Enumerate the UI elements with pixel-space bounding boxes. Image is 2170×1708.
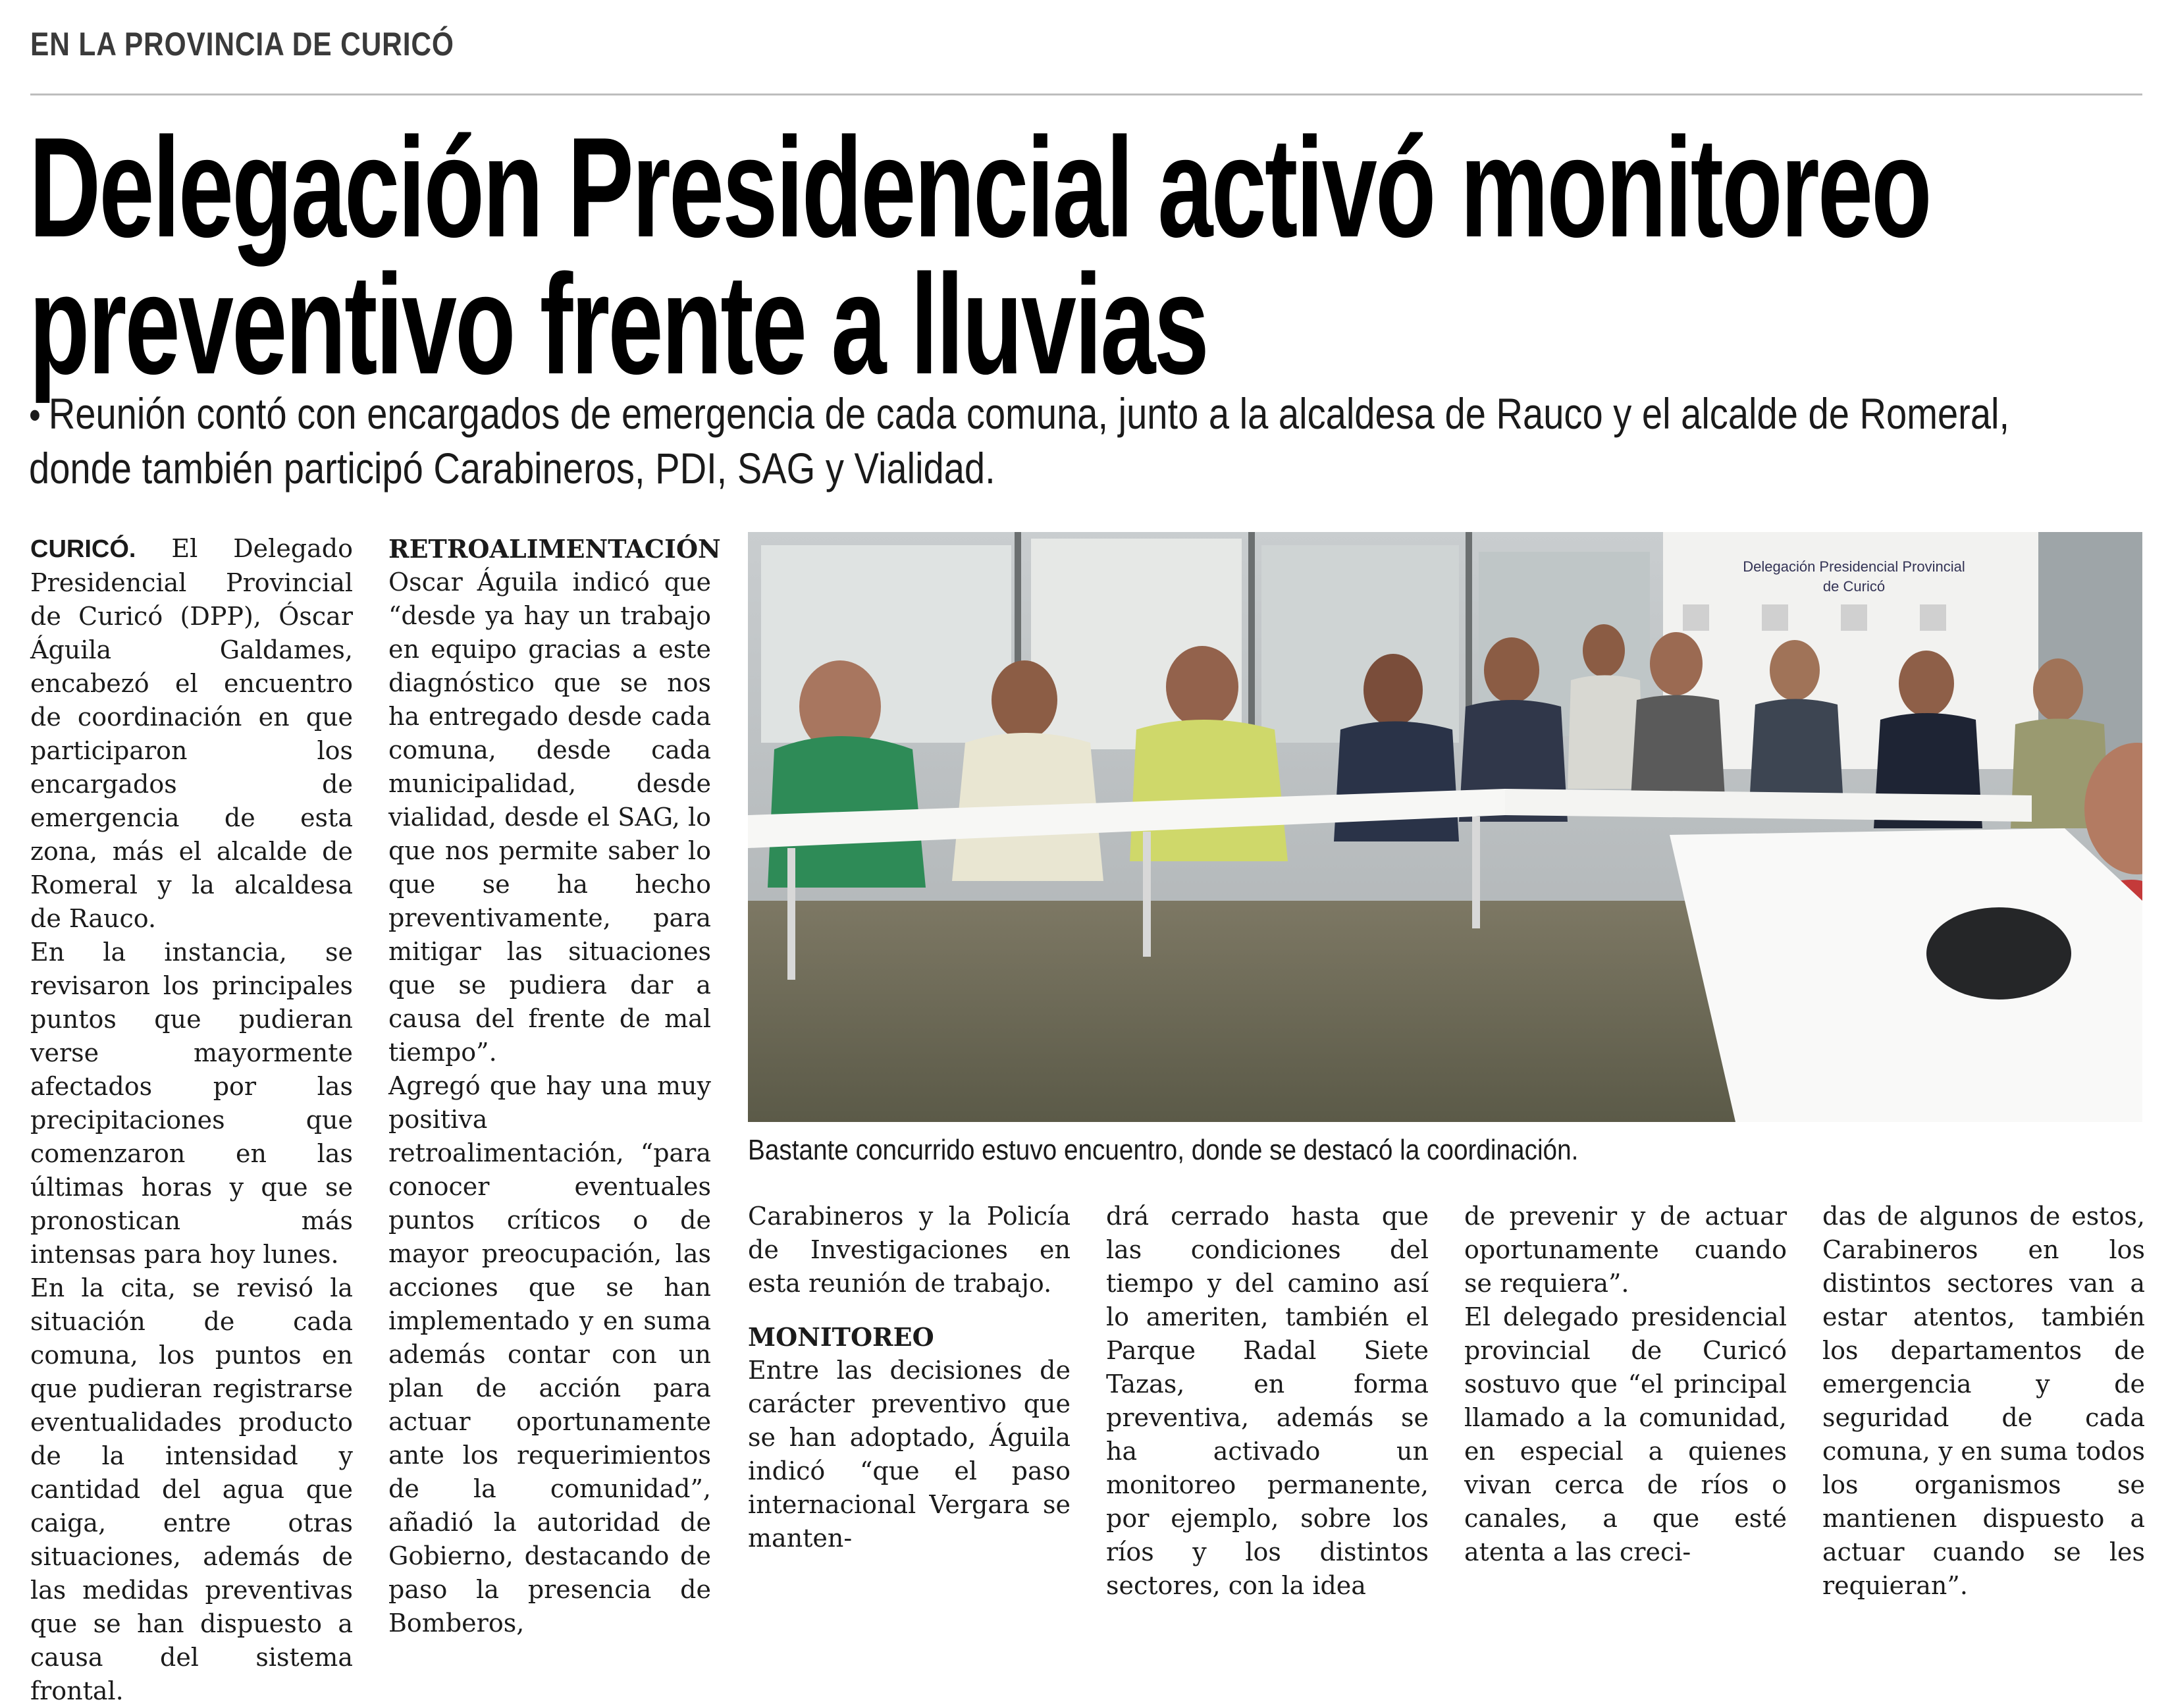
lead-summary	[29, 387, 2021, 494]
section-divider	[30, 93, 2142, 95]
paragraph: Carabineros y la Policía de Investigaciones en esta reunión de trabajo.	[748, 1202, 1071, 1298]
paragraph: das de algunos de estos, Carabineros en los distintos sectores van a estar atentos, también los departamentos de emergencia y de seguridad de cada comuna, y en suma todos los organismos se mantienen dispuesto a actuar cuando se les requieran”.	[1822, 1202, 2145, 1600]
headline-line-1: Delegación Presidencial activó monitoreo	[29, 107, 1930, 267]
bullet-icon: •	[29, 393, 41, 437]
paragraph: El delegado presidencial provincial de Curicó sostuvo que “el principal llamado a la comunidad, en especial a quienes vivan cerca de ríos o canales, a que esté atenta a las creci-	[1464, 1302, 1787, 1566]
article-column-2	[388, 532, 721, 1640]
subheading-monitoreo: MONITOREO	[748, 1322, 934, 1352]
wall-sign-line-1: Delegación Presidencial Provincial	[1743, 558, 1965, 575]
paragraph-text: El Delegado Presidencial Provincial de Curicó (DPP), Óscar Águila Galdames, encabezó el encuentro de coordinación en que participaron los encargados de emergencia de esta zona, más el alcalde de Romeral y la alcaldesa de Rauco.	[30, 534, 353, 933]
meeting-photo	[748, 532, 2142, 1122]
paragraph: Entre las decisiones de carácter preventivo que se han adoptado, Águila indicó “que el paso internacional Vergara se manten-	[748, 1356, 1071, 1553]
photo-caption: Bastante concurrido estuvo encuentro, donde se destacó la coordinación.	[748, 1134, 1579, 1166]
paragraph: En la cita, se revisó la situación de cada comuna, los puntos en que pudieran registrarse eventualidades producto de la intensidad y cantidad del agua que caiga, entre otras situaciones, además de las medidas preventivas que se han dispuesto a causa del sistema frontal.	[30, 1273, 353, 1705]
article-column-3	[748, 1200, 1071, 1555]
paragraph: drá cerrado hasta que las condiciones del tiempo y del camino así lo ameriten, también el Parque Radal Siete Tazas, en forma preventiva, además se ha activado un monitoreo permanente, por ejemplo, sobre los ríos y los distintos sectores, con la idea	[1106, 1202, 1429, 1600]
lead-text: Reunión contó con encargados de emergencia de cada comuna, junto a la alcaldesa de Rauco y el alcalde de Romeral, donde también participó Carabineros, PDI, SAG y Vialidad.	[29, 389, 2010, 493]
paragraph: de prevenir y de actuar oportunamente cuando se requiera”.	[1464, 1202, 1787, 1298]
paragraph: En la instancia, se revisaron los principales puntos que pudieran verse mayormente afectados por las precipitaciones que comenzaron en las últimas horas y que se pronostican más intensas para hoy lunes.	[30, 938, 353, 1269]
subheading-retroalimentacion: RETROALIMENTACIÓN	[388, 534, 721, 564]
paragraph	[30, 532, 353, 936]
article-column-4	[1106, 1200, 1429, 1603]
paragraph-gap	[748, 1300, 1071, 1320]
headline	[29, 107, 1930, 404]
paragraph: Agregó que hay una muy positiva retroalimentación, “para conocer eventuales puntos críticos o de mayor preocupación, las acciones que se han implementado y en suma además contar con un plan de acción para actuar oportunamente ante los requerimientos de la comunidad”, añadió la autoridad de Gobierno, destacando de paso la presencia de Bomberos,	[388, 1071, 711, 1638]
article-column-1	[30, 532, 353, 1708]
section-label: EN LA PROVINCIA DE CURICÓ	[30, 26, 454, 63]
dateline: CURICÓ.	[30, 535, 136, 563]
article-column-6	[1822, 1200, 2145, 1603]
article-column-5	[1464, 1200, 1787, 1569]
headline-line-2: preventivo frente a lluvias	[29, 244, 1207, 404]
wall-sign-line-2: de Curicó	[1822, 578, 1886, 595]
paragraph: Oscar Águila indicó que “desde ya hay un trabajo en equipo gracias a este diagnóstico que se nos ha entregado desde cada comuna, desde cada municipalidad, desde vialidad, desde el SAG, lo que nos permite saber lo que se ha hecho preventivamente, para mitigar las situaciones que se pudiera dar a causa del frente de mal tiempo”.	[388, 568, 711, 1067]
